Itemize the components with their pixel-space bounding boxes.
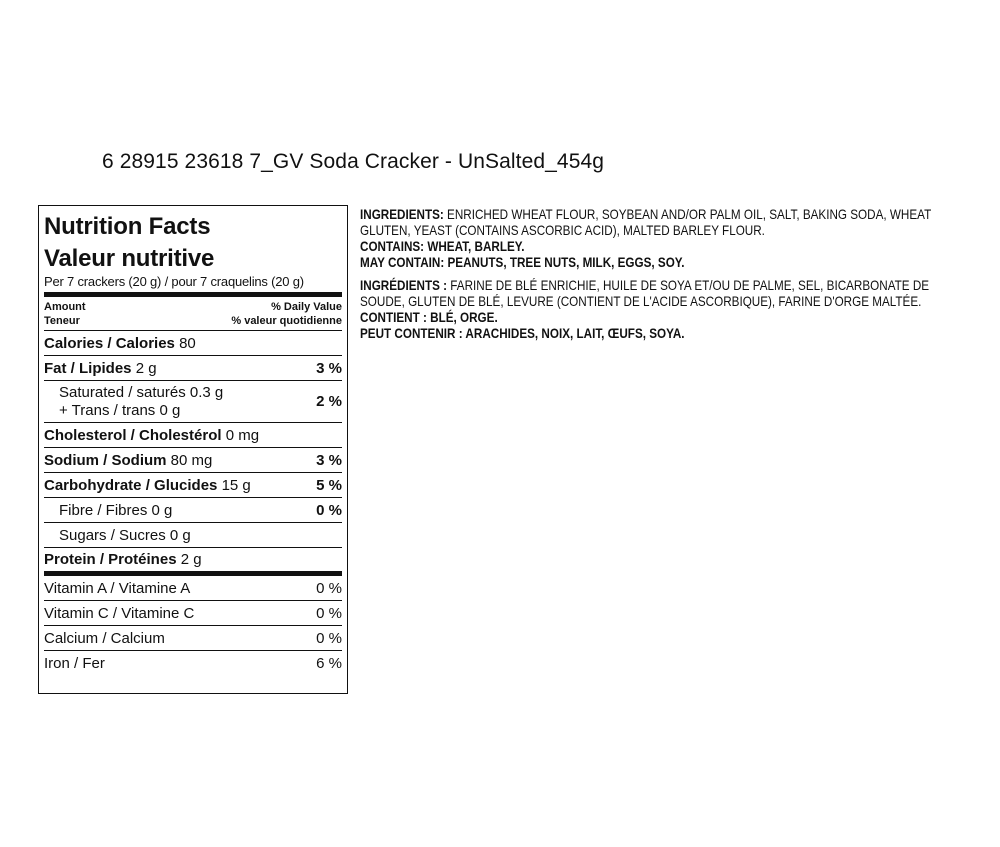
calories-value: 80 [179, 334, 196, 352]
fibre-pct: 0 % [316, 501, 342, 519]
ingredients-fr [360, 278, 971, 310]
ingredients-en [360, 207, 971, 239]
nutrition-facts-table [38, 205, 348, 694]
sodium-pct: 3 % [316, 451, 342, 469]
protein-row [44, 548, 342, 576]
fat-label: Fat / Lipides [44, 359, 132, 377]
vitamin-label: Calcium / Calcium [44, 629, 165, 647]
carbohydrate-label: Carbohydrate / Glucides [44, 476, 218, 494]
sugars-row [44, 523, 342, 548]
fibre-label: Fibre / Fibres 0 g [59, 501, 173, 519]
ingredients-fr-text: FARINE DE BLÉ ENRICHIE, HUILE DE SOYA ET/OU DE PALME, SEL, BICARBONATE DE SOUDE, GLUTEN DE BLÉ, LEVURE (CONTIENT DE L'ACIDE ASCORBIQUE), FARINE D'ORGE MALTÉE. [360, 278, 930, 309]
saturated-label: Saturated / saturés 0.3 g [59, 383, 224, 401]
vitamin-pct: 0 % [316, 579, 342, 597]
cholesterol-value: 0 mg [225, 426, 260, 444]
sodium-label: Sodium / Sodium [44, 451, 167, 469]
vitamin-row [44, 626, 342, 651]
vitamin-label: Vitamin C / Vitamine C [44, 604, 195, 622]
contains-fr: CONTIENT : BLÉ, ORGE. [360, 310, 498, 325]
vitamin-row [44, 576, 342, 601]
serving-size: Per 7 crackers (20 g) / pour 7 craquelins (20 g) [44, 274, 342, 297]
vitamin-label: Iron / Fer [44, 655, 105, 672]
fat-row [44, 356, 342, 381]
cholesterol-row [44, 423, 342, 448]
calories-label: Calories / Calories [44, 334, 175, 352]
carbohydrate-row [44, 473, 342, 498]
fibre-row [44, 498, 342, 523]
fat-value: 2 g [135, 359, 157, 377]
header-dv-fr: % valeur quotidienne [231, 315, 342, 327]
ingredients-en-label: INGREDIENTS: [360, 207, 444, 222]
ingredients-block [360, 207, 971, 342]
ingredients-en-text: ENRICHED WHEAT FLOUR, SOYBEAN AND/OR PALM OIL, SALT, BAKING SODA, WHEAT GLUTEN, YEAST (CONTAINS ASCORBIC ACID), MALTED BARLEY FLOUR. [360, 207, 931, 238]
contains-en: CONTAINS: WHEAT, BARLEY. [360, 239, 525, 254]
header-dv-en: % Daily Value [271, 301, 342, 313]
product-title: 6 28915 23618 7_GV Soda Cracker - UnSalted_454g [102, 150, 605, 173]
cholesterol-label: Cholesterol / Cholestérol [44, 426, 222, 444]
nutrition-title-en: Nutrition Facts [44, 213, 211, 240]
sugars-label: Sugars / Sucres 0 g [59, 526, 191, 544]
carbohydrate-value: 15 g [221, 476, 251, 494]
fat-pct: 3 % [316, 359, 342, 377]
saturated-trans-row [44, 381, 342, 423]
table-header [44, 297, 342, 331]
vitamin-pct: 6 % [316, 655, 342, 672]
vitamin-pct: 0 % [316, 629, 342, 647]
trans-label: + Trans / trans 0 g [59, 401, 181, 419]
header-amount-en: Amount [44, 301, 86, 313]
nutrition-title-fr: Valeur nutritive [44, 245, 215, 272]
carbohydrate-pct: 5 % [316, 476, 342, 494]
vitamin-pct: 0 % [316, 604, 342, 622]
protein-value: 2 g [180, 551, 202, 568]
vitamin-label: Vitamin A / Vitamine A [44, 579, 191, 597]
may-contain-fr: PEUT CONTENIR : ARACHIDES, NOIX, LAIT, ŒUFS, SOYA. [360, 326, 685, 341]
vitamin-row [44, 601, 342, 626]
calories-row [44, 331, 342, 356]
saturated-trans-pct: 2 % [316, 393, 342, 410]
vitamin-row [44, 651, 342, 676]
sodium-value: 80 mg [170, 451, 213, 469]
protein-label: Protein / Protéines [44, 551, 177, 568]
ingredients-fr-label: INGRÉDIENTS : [360, 278, 448, 293]
may-contain-en: MAY CONTAIN: PEANUTS, TREE NUTS, MILK, EGGS, SOY. [360, 255, 685, 270]
header-amount-fr: Teneur [44, 315, 80, 327]
sodium-row [44, 448, 342, 473]
